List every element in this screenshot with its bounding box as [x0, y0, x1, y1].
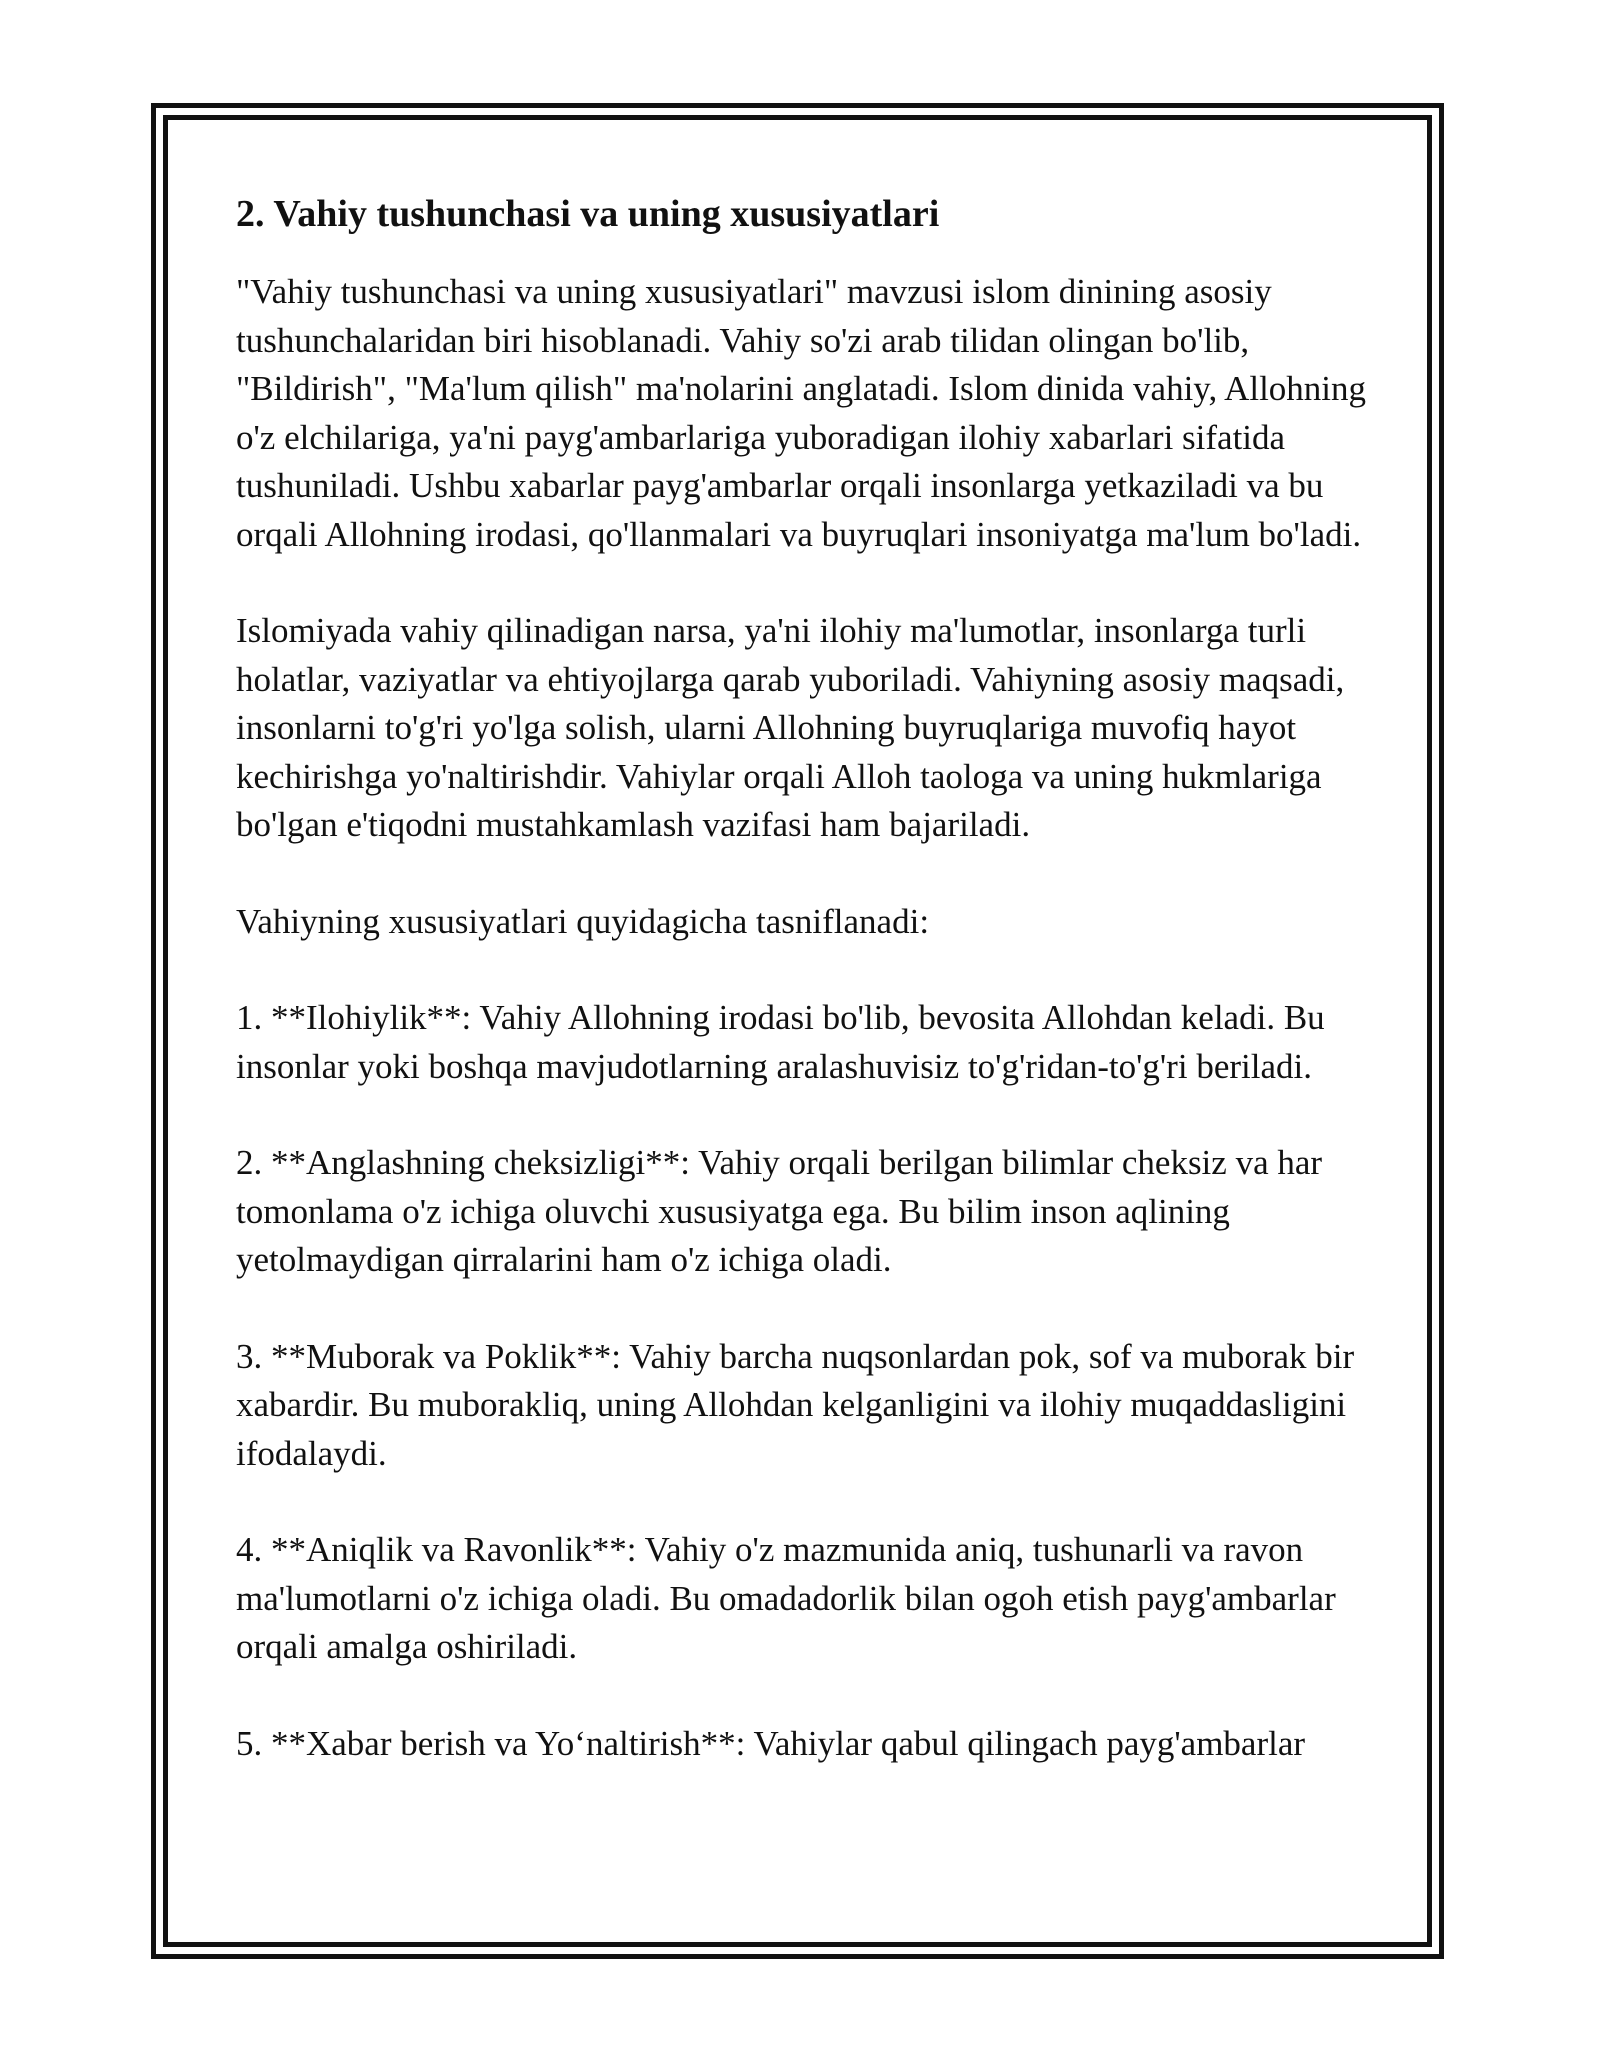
section-heading: 2. Vahiy tushunchasi va uning xususiyatlari [236, 193, 940, 235]
paragraph-list-intro: Vahiyning xususiyatlari quyidagicha tasniflanadi: [236, 901, 930, 941]
list-item-ilohiylik: 1. **Ilohiylik**: Vahiy Allohning irodasi bo'lib, bevosita Allohdan keladi. Bu insonlar yoki boshqa mavjudotlarning aralashuvisiz to'g'ridan-to'g'ri beriladi. [236, 998, 1325, 1086]
paragraph-intro: "Vahiy tushunchasi va uning xususiyatlari" mavzusi islom dinining asosiy tushunchalaridan biri hisoblanadi. Vahiy so'zi arab tilidan olingan bo'lib, "Bildirish", "Ma'lum qilish" ma'nolarini anglatadi. Islom dinida vahiy, Allohning o'z elchilariga, ya'ni payg'ambarlariga yuboradigan ilohiy xabarlari sifatida tushuniladi. Ushbu xabarlar payg'ambarlar orqali insonlarga yetkaziladi va bu orqali Allohning irodasi, qo'llanmalari va buyruqlari insoniyatga ma'lum bo'ladi. [236, 272, 1367, 554]
paragraph-purpose: Islomiyada vahiy qilinadigan narsa, ya'ni ilohiy ma'lumotlar, insonlarga turli holatlar, vaziyatlar va ehtiyojlarga qarab yuboriladi. Vahiyning asosiy maqsadi, insonlarni to'g'ri yo'lga solish, ularni Allohning buyruqlariga muvofiq hayot kechirishga yo'naltirishdir. Vahiylar orqali Alloh taologa va uning hukmlariga bo'lgan e'tiqodni mustahkamlash vazifasi ham bajariladi. [236, 611, 1345, 844]
document-content [236, 188, 1376, 1816]
list-item-anglashning-cheksizligi: 2. **Anglashning cheksizligi**: Vahiy orqali berilgan bilimlar cheksiz va har tomonlama o'z ichiga oluvchi xususiyatga ega. Bu bilim inson aqlining yetolmaydigan qirralarini ham o'z ichiga oladi. [236, 1143, 1323, 1279]
list-item-xabar-berish: 5. **Xabar berish va Yo‘naltirish**: Vahiylar qabul qilingach payg'ambarlar [236, 1723, 1306, 1763]
list-item-aniqlik-va-ravonlik: 4. **Aniqlik va Ravonlik**: Vahiy o'z mazmunida aniq, tushunarli va ravon ma'lumotlarni o'z ichiga oladi. Bu omadadorlik bilan ogoh etish payg'ambarlar orqali amalga oshiriladi. [236, 1530, 1336, 1666]
list-item-muborak-va-poklik: 3. **Muborak va Poklik**: Vahiy barcha nuqsonlardan pok, sof va muborak bir xabardir. Bu muborakliq, uning Allohdan kelganligini va ilohiy muqaddasligini ifodalaydi. [236, 1336, 1355, 1473]
